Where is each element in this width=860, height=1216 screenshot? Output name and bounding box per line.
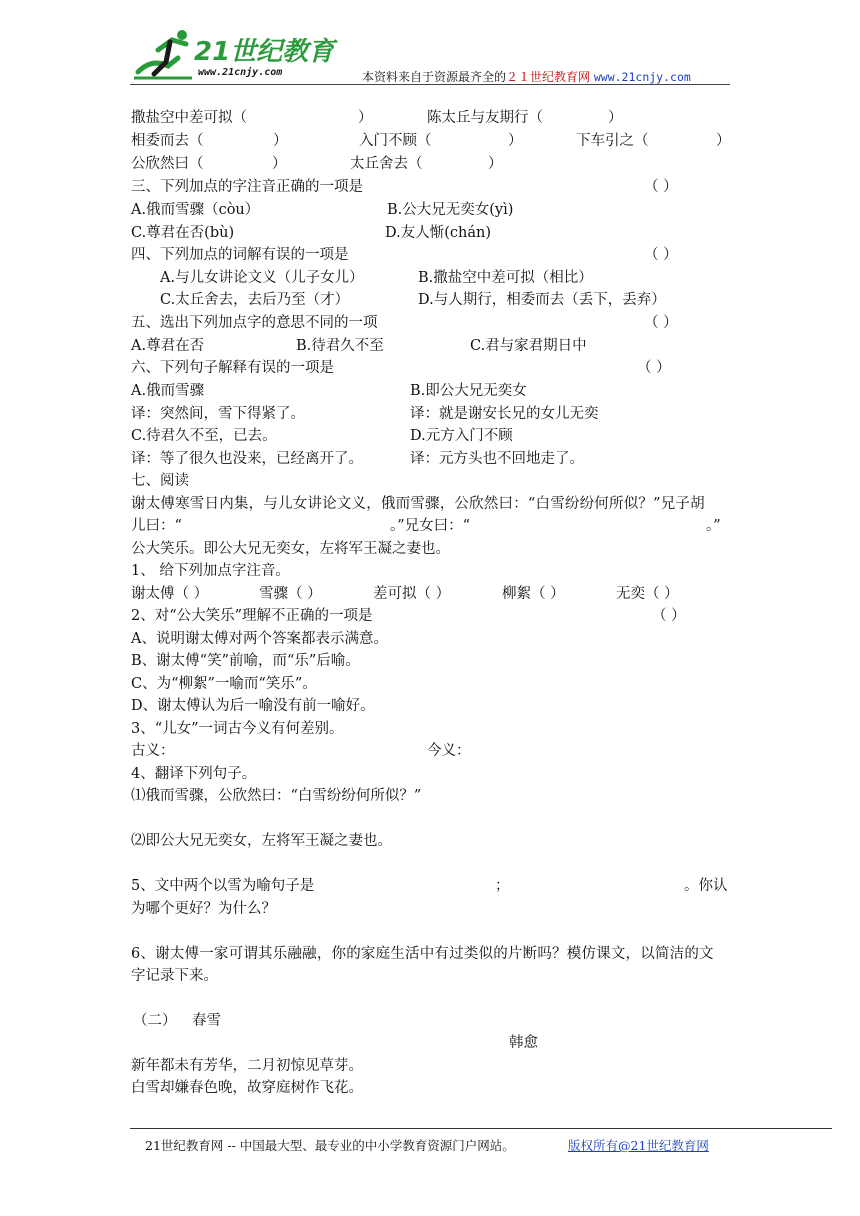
reading-line-1: 谢太傅寒雪日内集，与儿女讲论文义，俄而雪骤，公欣然曰：“白雪纷纷何所似？”兄子胡 [131,496,705,512]
subq-5-d: 为哪个更好？为什么？ [131,901,276,917]
line-3b: ） [272,156,287,172]
question-6-option-c: C.待君久不至，已去。 [131,428,277,444]
subq-6-b: 字记录下来。 [131,968,218,984]
question-4-paren: （ ） [644,247,678,263]
line-1c: 陈太丘与友期行（ [427,110,543,126]
subq-1-e: 无奕（ ） [616,586,679,602]
reading-line-3: 公大笑乐。即公大兄无奕女，左将军王凝之妻也。 [131,541,450,557]
question-6-option-a-translation: 译：突然间，雪下得紧了。 [131,406,305,422]
subq-1: 1、 给下列加点字注音。 [131,563,290,579]
question-4-option-c: C.太丘舍去，去后乃至（才） [160,292,350,308]
runner-icon [134,30,192,78]
question-3-paren: （ ） [644,179,678,195]
logo-url: www.21cnjy.com [198,67,283,78]
question-6-option-b: B.即公大兄无奕女 [410,383,527,399]
question-3: 三、下列加点的字注音正确的一项是 [131,179,363,195]
question-5-option-c: C.君与家君期日中 [470,338,587,354]
line-1d: ） [608,110,623,126]
line-1b: ） [358,110,373,126]
question-5-option-a: A.尊君在否 [131,338,205,354]
question-4-option-d: D.与人期行，相委而去（丢下，丢弃） [418,292,666,308]
subq-3: 3、“儿女”一词古今义有何差别。 [131,721,344,737]
reading-line-2c: 。” [706,518,721,534]
question-3-option-d: D.友人惭(chán) [385,225,491,241]
reading-line-2b: 。”兄女曰：“ [390,518,471,534]
question-6-option-b-translation: 译：就是谢安长兄的女儿无奕 [410,406,599,422]
question-6: 六、下列句子解释有误的一项是 [131,360,334,376]
header-note [362,68,691,85]
line-2c: 入门不顾（ [359,133,432,149]
header-note-url[interactable]: www.21cnjy.com [593,70,691,84]
subq-2: 2、对“公大笑乐”理解不正确的一项是 [131,608,373,624]
poem-line-2: 白雪却嫌春色晚，故穿庭树作飞花。 [131,1080,363,1096]
21cnjy-logo [132,28,342,84]
line-2d: ） [508,133,523,149]
part-2-label: （二） [133,1013,177,1029]
subq-2-a: A、说明谢太傅对两个答案都表示满意。 [131,631,388,647]
line-2a: 相委而去（ [131,133,204,149]
question-6-option-d-translation: 译：元方头也不回地走了。 [410,451,584,467]
subq-6-a: 6、谢太傅一家可谓其乐融融，你的家庭生活中有过类似的片断吗？模仿课文，以简洁的文 [131,946,714,962]
header-note-prefix: 本资料来自于资源最齐全的 [362,70,507,84]
subq-2-c: C、为“柳絮”一喻而“笑乐”。 [131,676,317,692]
subq-1-c: 差可拟（ ） [373,586,451,602]
question-5-paren: （ ） [644,315,678,331]
subq-2-b: B、谢太傅“笑”前喻，而“乐”后喻。 [131,653,360,669]
line-3d: ） [488,156,503,172]
subq-5-b: ； [495,878,510,894]
question-6-paren: （ ） [637,360,671,376]
question-5-option-b: B.待君久不至 [296,338,384,354]
subq-3-ancient: 古义： [131,743,175,759]
footer-copyright-link[interactable]: 版权所有@21世纪教育网 [568,1138,709,1153]
question-3-option-b: B.公大兄无奕女(yì) [387,202,514,218]
header-rule [130,84,730,85]
line-3a: 公欣然曰（ [131,156,204,172]
subq-1-d: 柳絮（ ） [502,586,565,602]
subq-5-c: 。你认 [684,878,728,894]
subq-5-a: 5、文中两个以雪为喻句子是 [131,878,315,894]
question-4: 四、下列加点的词解有误的一项是 [131,247,349,263]
subq-2-d: D、谢太傅认为后一喻没有前一喻好。 [131,698,375,714]
question-4-option-a: A.与儿女讲论文义（儿子女儿） [160,270,364,286]
question-5: 五、选出下列加点字的意思不同的一项 [131,315,378,331]
reading-line-2a: 儿曰：“ [131,518,182,534]
subq-2-paren: （ ） [652,608,686,624]
poem-line-1: 新年都未有芳华，二月初惊见草芽。 [131,1058,363,1074]
subq-3-modern: 今义： [427,743,471,759]
line-2e: 下车引之（ [576,133,649,149]
question-4-option-b: B.撒盐空中差可拟（相比） [418,270,593,286]
subq-1-a: 谢太傅（ ） [131,586,209,602]
section-7-heading: 七、阅读 [131,473,189,489]
header-note-site[interactable]: ２１世纪教育网 [506,70,591,84]
question-6-option-a: A.俄而雪骤 [131,383,205,399]
line-2f: ） [716,133,731,149]
question-6-option-c-translation: 译：等了很久也没来，已经离开了。 [131,451,363,467]
poem-author: 韩愈 [509,1035,538,1051]
subq-4: 4、翻译下列句子。 [131,766,257,782]
poem-title: 春雪 [192,1013,221,1029]
question-3-option-a: A.俄而雪骤（còu） [131,202,260,218]
subq-1-b: 雪骤（ ） [259,586,322,602]
line-1a: 撒盐空中差可拟（ [131,110,247,126]
logo-text: 21世纪教育 [194,37,335,67]
footer-rule [130,1128,832,1129]
footer-text: 21世纪教育网 -- 中国最大型、最专业的中小学教育资源门户网站。 [145,1138,515,1153]
line-3c: 太丘舍去（ [350,156,423,172]
question-6-option-d: D.元方入门不顾 [410,428,513,444]
question-3-option-c: C.尊君在否(bù) [131,225,235,241]
subq-4-sentence-1: ⑴俄而雪骤，公欣然曰：“白雪纷纷何所似？” [131,788,422,804]
line-2b: ） [273,133,288,149]
subq-4-sentence-2: ⑵即公大兄无奕女，左将军王凝之妻也。 [131,833,392,849]
